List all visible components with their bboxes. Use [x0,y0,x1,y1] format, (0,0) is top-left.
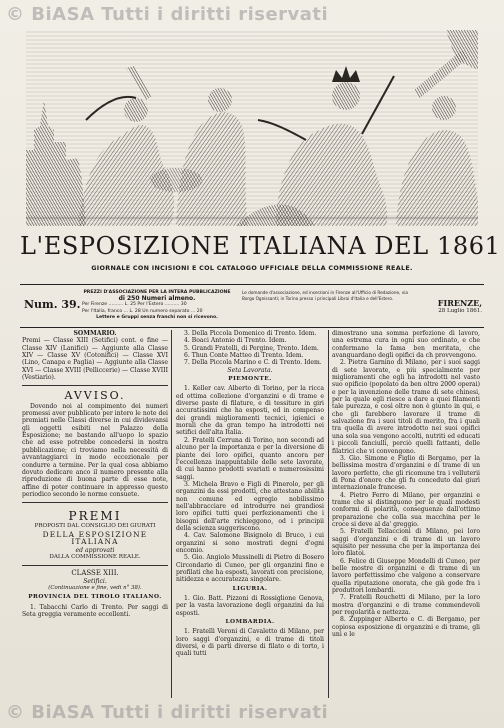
price-row: Per l'Italia, franco ... L. 28 Un numero separato ... 20 [82,308,203,314]
price-heading-2: di 250 Numeri almeno. [118,295,196,303]
region-heading: PIEMONTE. [228,376,272,383]
price-row: Per Firenze .......... L. 25 Per l'Estero .......... 30 [82,302,187,308]
list-item: 7. Fratelli Rouchetti di Milano, per la loro mostra d'organzini e di trame commendevoli per regolarità e nettezza. [332,594,480,617]
list-item: 5. Gio. Angiolo Mussinelli di Pietro di Bosero Circondario di Cuneo, per gli organzini fino e profilati che ha esposti, lavorati con precisione, nitidezza e accuratezza singolare. [176,554,324,584]
masthead-title-block [20,230,501,272]
divider [22,565,168,566]
divider [20,327,484,328]
copyright-icon: © [6,4,25,25]
continuation-note: (Continuazione e fine, vedi n° 38). [48,584,142,591]
column-1 [22,330,168,618]
list-item: 4. Pietro Ferro di Milano, per organzini e trame che si distinguono per le quali modesti conformi di polarità, conseguenze dall'ottimo preparazione che colla sua macchina per le croce si deve al da' greggio. [332,491,480,528]
list-item: 4. Boaci Antonio di Trento. Idem. [184,337,287,345]
list-item: 6. Felice di Giuseppe Mondelli di Cuneo, per belle mostre di organzini e di trame di un lavoro perfettissimo che valgono a conservare quella riputazione onorata, che già gode fra i produttori lombardi. [332,557,480,595]
list-item: 3. Michela Bravo e Figli di Pinerolo, per gli organzini da essi prodotti, che attestano abilità non comune ed egregio nobilissimo nell'abbracciare ed introdurre nei grandiosi loro opifici tutti quei perfezionamenti che i bisogni dell'arte richieggono, od i principii della scienza suggeriscono. [176,480,324,532]
sommario-title: SOMMARIO. [73,330,117,337]
avviso-heading: AVVISO. [64,389,126,403]
subscription-prices [82,290,232,321]
list-item: 2. Pietra Garnino di Milano, per i suoi saggi di sete lavorate, e più specialmente per miglioramenti che egli ha introdotti nel vasto suo opificio (popolato da ben oltre 2000 operai) e per la invenzione delle trame di sete chinesi, per la quale egli riesce a dare a quei filamenti tale purezza, e così oltre non è giunto in qui, e che gli farebbero lavorare il trame di salvazione fra i suoi titoli di merito, fra i quali tra quella di avere introdotto nei suoi opifici una sola sua vengono accolti, nutriti ed educati i piccoli fanciulli, perciò quelli fattanti, delle filatrici che vi convengono. [332,359,480,455]
divider [20,284,484,285]
divider [22,385,168,386]
proposti-line: PROPOSTI DAL CONSIGLIO DEI GIURATI [34,522,156,529]
region-heading: LOMBARDIA. [225,619,275,626]
page-subtitle: GIORNALE CON INCISIONI E COL CATALOGO UFFICIALE DELLA COMMISSIONE REALE. [91,264,413,272]
page-title: L'ESPOSIZIONE ITALIANA DEL 1861 [20,232,501,260]
list-item: 3. Gio. Simone e Figlio di Bergamo, per la bellissima mostra d'organzini e di trame di un lavoro perfetto, che gli ricomune tra i velluterii di Pona d'onore che gli fu conceduto dal giurì internazionale francese. [332,454,480,492]
region-heading: LIGURIA. [232,585,268,592]
price-heading: PREZZI D'ASSOCIAZIONE PER LA INTERA PUBBLICAZIONE [83,290,231,295]
classe-heading: CLASSE XIII. [71,569,119,578]
avviso-text: Dovendo noi al compimento dei numeri promessi aver pubblicato per intero le note dei premiati nelle Classi diverse in cui dividevansi gli oggetti esibiti nel Palazzo della Esposizione; ne bastando all'uopo lo spazio che ad esse potrebbe concedersi in nostra pubblicazione; ci troviamo nella necessità di avvantaggiarci in modo eccezionale per condurre a termine. Per la qual cosa abbiamo dovuto dedicare anco il numero presente alla riproduzione di buona parte di esse note, affine di poter continuare in appresso questo periodico secondo le norme consuete. [22,402,168,498]
divider [22,502,168,503]
column-divider [171,330,172,698]
copyright-icon: © [6,702,25,723]
esposizione-line: DELLA ESPOSIZIONE ITALIANA [42,529,148,547]
list-item: 2. Fratelli Cerruna di Torino, non secondi ad alcuno per la importanza e per la diversione di piante dei loro opifici, quanto ancora per l'eccellenza inappuntabile delle sete lavorate, di cui hanno prodotti svariati e numerosissimi saggi. [176,436,324,481]
list-item: 8. Zuppinger Alberto e C. di Bergamo, per copiosa esposizione di organzini e di trame, gli uni e le [332,616,480,639]
masthead-info [20,290,484,326]
section-subheading: Seta Lavorata. [227,366,273,374]
column-3 [332,330,480,638]
list-item: dimostrano una somma perfezione di lavoro, una estrema cura in ogni suo ordinato, e che confermano la fama ben meritata, che avanguardano degli opifici da ch provvengono. [332,330,480,360]
column-2 [176,330,324,658]
issue-number: Num. 39. [24,298,81,311]
classe-subheading: Setifici. [83,577,107,585]
city: FIRENZE, [437,298,482,308]
list-item: 6. Thun Conte Matteo di Trento. Idem. [184,352,304,360]
watermark-text: BiASA Tutti i diritti riservati [31,702,329,723]
sommario-text: Premi — Classe XIII (Setifici) cont. e fine — Classe XIV (Lanifici) — Aggiunte alla Classe XIV — Classe XV (Cotonifici) — Classe XVI (Lino, Canapa e Paglia) — Aggiunte alla Classe XVI — Classe XVIII (Pelliccerie) — Classe XVIII (Vestiario). [22,337,168,382]
watermark-text: BiASA Tutti i diritti riservati [31,4,329,25]
provincia-heading: PROVINCIA DEL TIROLO ITALIANO. [28,594,162,601]
commissione-line: DALLA COMMISSIONE REALE. [49,553,141,560]
issue-date-block [438,298,482,314]
list-item: 7. Della Piccola Marino e C. di Trento. Idem. [184,359,322,367]
allegorical-engraving [26,30,478,226]
list-item: 5. Fratelli Tellaccioni di Milano, pei loro saggi d'organzini e di trame di un lavoro squisito per nessuna che per la importanza dei loro filatoi. [332,528,480,558]
list-item: 1. Keller cav. Alberto di Torino, per la ricca ed ottima collezione d'organzini e di trame e diverse paste di filature, e di tessiture in giri accuratissimi che ha esposti, ed in compenso dei grandi miglioramenti tecnici, igienici e morali che da gran tempo ha introdotti nei setifici dell'alta Italia. [176,385,324,437]
list-item: 5. Grandi Fratelli, di Pergine, Trento. Idem. [184,344,319,352]
price-note: Lettere e Gruppi senza franchi non si ricevono. [96,314,218,320]
column-divider [328,330,329,698]
watermark-bottom [6,702,328,723]
watermark-top [6,4,328,25]
list-item: 1. Gio. Batt. Pizzoni di Rossiglione Genova, per la vasta lavorazione degli organzini da lui esposti. [176,595,324,617]
approvati-line: ed approvati [75,546,115,554]
list-item: 4. Cav. Salomone Bisignolo di Bruco, i cui organzini si sono mostrati degni d'ogni encomio. [176,532,324,554]
issue-date: 28 Luglio 1861. [438,308,482,314]
premi-heading: PREMI [68,509,122,524]
list-item: 3. Della Piccola Domenico di Trento. Idem. [184,330,317,337]
list-item: 1. Fratelli Veroni di Cavaletto di Milano, per loro saggi d'organzini, e di trame di titoli diversi, e di parti diverse di filato e di torto, i quali tutti [176,628,324,658]
publisher-info: Le domande d'associazione, ed inserzioni in Firenze all'Ufficio di Redazione, via Borgo Ognissanti; in Torino presso i principali Librai d'Italia e dell'Estero. [242,290,408,301]
list-item: 1. Tabacchi Carlo di Trento. Per saggi di Seta greggia veramente eccellenti. [22,603,168,618]
